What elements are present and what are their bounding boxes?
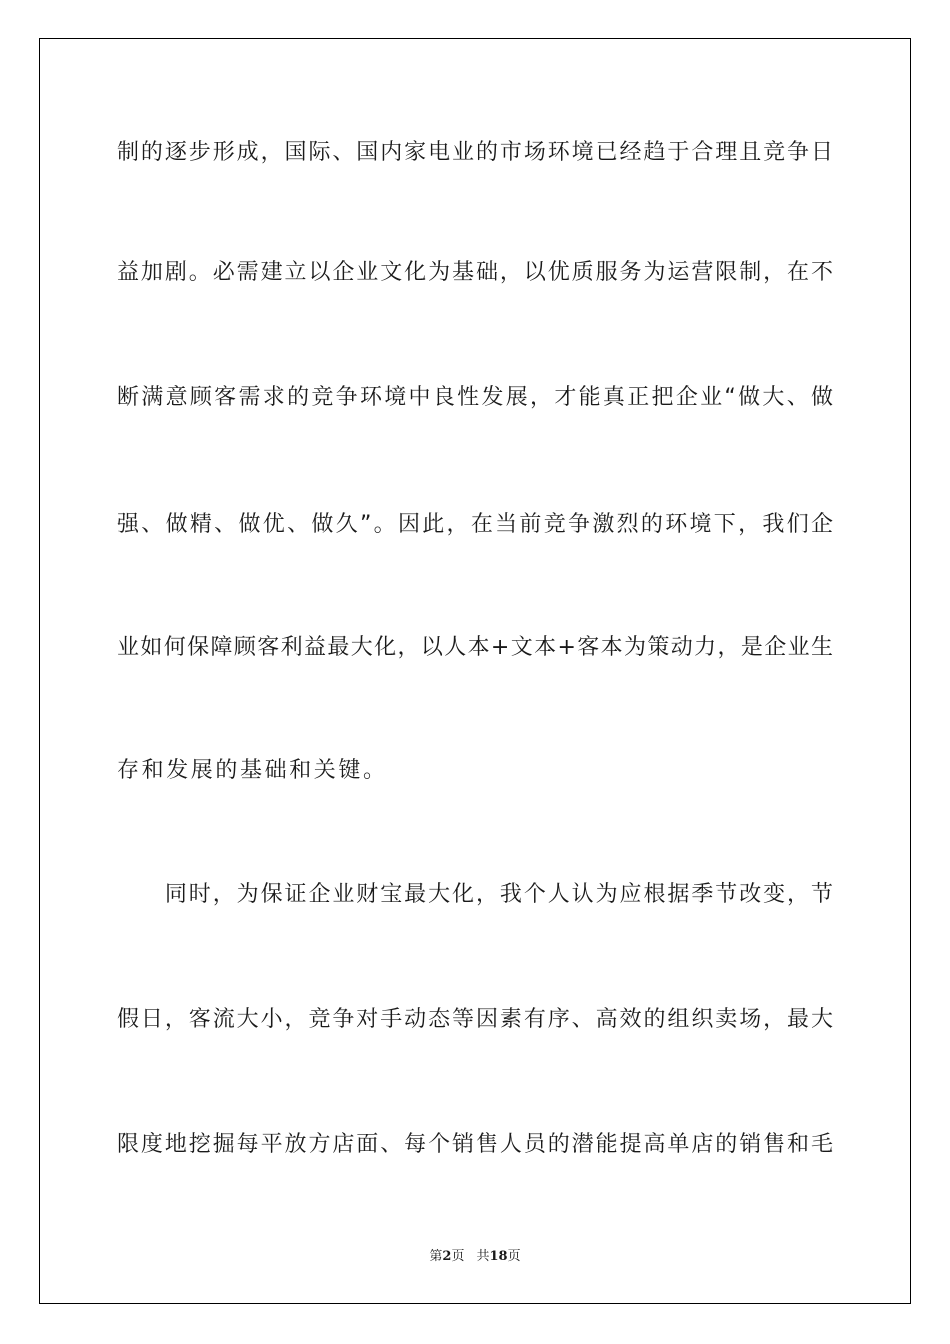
paragraph-line-8: 假日，客流大小，竞争对手动态等因素有序、高效的组织卖场，最大 [117, 1007, 833, 1032]
paragraph-line-2: 益加剧。必需建立以企业文化为基础，以优质服务为运营限制，在不 [117, 260, 833, 285]
paragraph-line-7: 同时，为保证企业财宝最大化，我个人认为应根据季节改变，节 [117, 882, 833, 907]
page-prefix: 第 [429, 1249, 443, 1264]
page-suffix: 页 [451, 1249, 465, 1264]
paragraph-line-4: 强、做精、做优、做久”。因此，在当前竞争激烈的环境下，我们企 [117, 512, 833, 537]
total-prefix: 共 [476, 1249, 490, 1264]
paragraph-line-6: 存和发展的基础和关键。 [117, 758, 388, 783]
page-border [39, 38, 911, 1304]
paragraph-line-1: 制的逐步形成，国际、国内家电业的市场环境已经趋于合理且竞争日 [117, 140, 833, 165]
page-number: 2 [442, 1249, 452, 1264]
total-suffix: 页 [507, 1249, 521, 1264]
paragraph-line-5: 业如何保障顾客利益最大化，以人本+文本+客本为策动力，是企业生 [117, 635, 833, 660]
paragraph-line-9: 限度地挖掘每平放方店面、每个销售人员的潜能提高单店的销售和毛 [117, 1132, 833, 1157]
total-pages: 18 [489, 1249, 508, 1264]
paragraph-line-3: 断满意顾客需求的竞争环境中良性发展，才能真正把企业“做大、做 [117, 385, 833, 410]
page-footer [0, 1245, 950, 1264]
